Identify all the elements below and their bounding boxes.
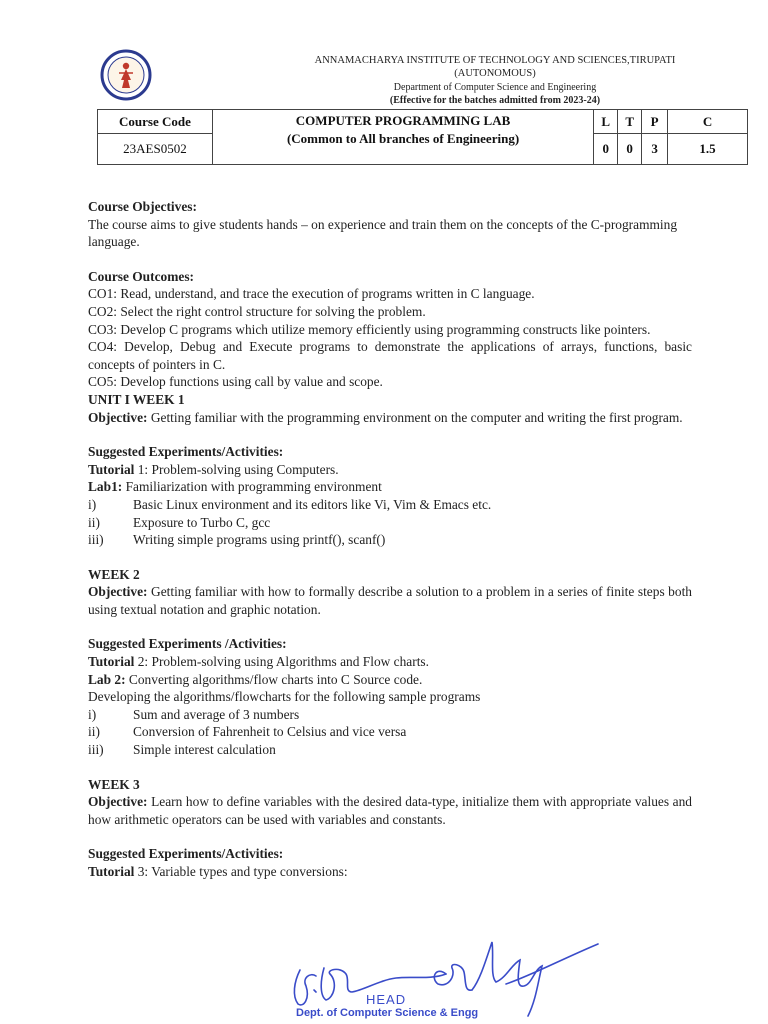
course-subtitle: (Common to All branches of Engineering): [286, 131, 520, 146]
week2-tutorial-text: 2: Problem-solving using Algorithms and Flow charts.: [134, 654, 429, 670]
week3-tutorial: [88, 863, 692, 881]
week3-tutorial-label: Tutorial: [88, 864, 135, 879]
week1-lab-text: Familiarization with programming environment: [122, 479, 382, 495]
week2-lab: [88, 671, 692, 689]
ltpc-header-c: C: [668, 110, 748, 134]
week2-objective-label: Objective:: [88, 584, 148, 600]
week1-lab: [88, 478, 692, 496]
stamp-dept: Dept. of Computer Science & Engg: [296, 1007, 479, 1019]
week3-tutorial-text: 3: Variable types and type conversions:: [134, 864, 348, 879]
ltpc-header-p: P: [642, 110, 668, 134]
week1-objective-label: Objective:: [88, 409, 148, 425]
outcome-co4: CO4: Develop, Debug and Execute programs to demonstrate the applications of arrays, functions, basic concepts of pointers in C.: [88, 339, 692, 372]
list-item: i) Basic Linux environment and its editors like Vi, Vim & Emacs etc.: [88, 496, 492, 512]
ltpc-value-l: 0: [594, 134, 618, 165]
objectives-text: The course aims to give students hands – on experience and train them on the concepts of the C-programming language.: [88, 216, 678, 250]
course-code-label: Course Code: [98, 110, 213, 134]
objectives-heading: Course Objectives:: [88, 199, 197, 214]
ltpc-value-t: 0: [618, 134, 642, 165]
week1-objective: [88, 409, 692, 427]
institute-logo: [100, 49, 152, 101]
week3-heading: WEEK 3: [88, 776, 140, 792]
week3-objective: [88, 793, 692, 828]
week3-objective-label: Objective:: [88, 794, 148, 810]
outcome-co1: CO1: Read, understand, and trace the execution of programs written in C language.: [88, 286, 535, 302]
week2-tutorial-label: Tutorial: [88, 654, 135, 670]
stamp-head: HEAD: [366, 992, 407, 1007]
list-item: ii) Exposure to Turbo C, gcc: [88, 514, 271, 530]
week2-objective: [88, 583, 692, 618]
week1-tutorial-label: Tutorial: [88, 461, 135, 477]
syllabus-content: [88, 198, 692, 881]
week2-lab-text: Converting algorithms/flow charts into C Source code.: [125, 671, 423, 687]
week2-tutorial: [88, 653, 692, 671]
ltpc-value-c: 1.5: [668, 134, 748, 165]
week2-intro: Developing the algorithms/flowcharts for the following sample programs: [88, 689, 481, 705]
week2-heading: WEEK 2: [88, 566, 140, 582]
week3-objective-text: Learn how to define variables with the desired data-type, initialize them with appropriate values and how arithmetic operators can be used with variables and constants.: [88, 794, 692, 827]
ltpc-value-p: 3: [642, 134, 668, 165]
list-item: i) Sum and average of 3 numbers: [88, 706, 300, 722]
course-info-table: [97, 109, 748, 165]
week3-activities-heading: Suggested Experiments/Activities:: [88, 846, 284, 862]
week1-activities-heading: Suggested Experiments/Activities:: [88, 444, 284, 460]
week1-heading: UNIT I WEEK 1: [88, 391, 185, 407]
week1-tutorial-text: 1: Problem-solving using Computers.: [134, 461, 339, 477]
week1-objective-text: Getting familiar with the programming environment on the computer and writing the first program.: [147, 409, 683, 425]
department-name: Department of Computer Science and Engineering: [393, 82, 597, 93]
course-code-value: 23AES0502: [98, 134, 213, 165]
course-title: COMPUTER PROGRAMMING LAB: [295, 113, 511, 128]
list-item: ii) Conversion of Fahrenheit to Celsius and vice versa: [88, 724, 407, 740]
effective-note: (Effective for the batches admitted from 2023-24): [389, 95, 601, 106]
outcome-co5: CO5: Develop functions using call by value and scope.: [88, 374, 383, 390]
course-title-cell: [212, 110, 593, 165]
week1-tutorial: [88, 461, 692, 479]
outcome-co2: CO2: Select the right control structure for solving the problem.: [88, 303, 426, 319]
ltpc-header-l: L: [594, 110, 618, 134]
week1-lab-label: Lab1:: [88, 479, 123, 495]
week2-objective-text: Getting familiar with how to formally describe a solution to a problem in a series of finite steps both using textual notation and graphic notation.: [88, 584, 692, 617]
list-item: iii) Simple interest calculation: [88, 742, 276, 758]
autonomous-label: (AUTONOMOUS): [454, 68, 536, 79]
institute-name: ANNAMACHARYA INSTITUTE OF TECHNOLOGY AND SCIENCES,TIRUPATI: [314, 55, 676, 66]
outcomes-heading: Course Outcomes:: [88, 268, 194, 284]
week2-lab-label: Lab 2:: [88, 671, 126, 687]
list-item: iii) Writing simple programs using printf(), scanf(): [88, 532, 386, 548]
outcome-co3: CO3: Develop C programs which utilize memory efficiently using programming constructs like pointers.: [88, 321, 651, 337]
week2-activities-heading: Suggested Experiments /Activities:: [88, 636, 287, 652]
ltpc-header-t: T: [618, 110, 642, 134]
